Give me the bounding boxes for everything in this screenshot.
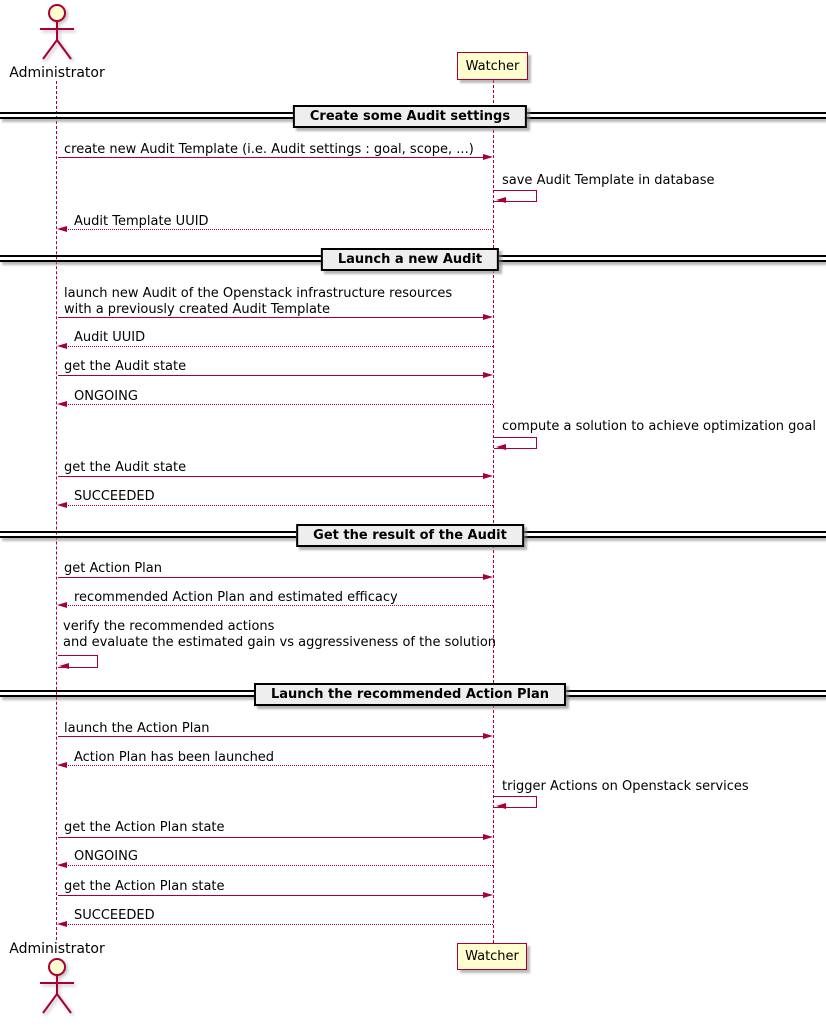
message-arrow <box>66 404 493 405</box>
message-arrow <box>58 837 485 838</box>
watcher-participant-top <box>457 52 528 80</box>
message-arrow <box>66 924 493 925</box>
watcher-participant-bottom <box>457 943 527 970</box>
arrowhead-icon <box>57 502 67 508</box>
message-arrow <box>58 476 485 477</box>
message-label: ONGOING <box>74 849 138 864</box>
message-arrow <box>66 865 493 866</box>
arrowhead-icon <box>496 444 506 450</box>
arrowhead-icon <box>496 197 506 203</box>
message-label: compute a solution to achieve optimization goal <box>502 419 816 434</box>
watcher-label-bottom: Watcher <box>465 949 519 964</box>
arrowhead-icon <box>57 226 67 232</box>
arrowhead-icon <box>483 154 493 160</box>
watcher-label-top: Watcher <box>465 58 520 74</box>
message-label: trigger Actions on Openstack services <box>502 779 749 794</box>
arrowhead-icon <box>59 663 69 669</box>
arrowhead-icon <box>496 803 506 809</box>
message-label: SUCCEEDED <box>74 489 155 504</box>
message-label: get the Action Plan state <box>64 879 225 894</box>
administrator-actor-top <box>32 3 82 69</box>
administrator-label-top: Administrator <box>9 65 105 81</box>
message-label: Action Plan has been launched <box>74 750 275 765</box>
message-arrow <box>58 157 485 158</box>
arrowhead-icon <box>57 862 67 868</box>
message-label: get the Action Plan state <box>64 820 225 835</box>
arrowhead-icon <box>57 921 67 927</box>
divider-launch-action-plan: Launch the recommended Action Plan <box>254 683 566 706</box>
divider-launch-new-audit: Launch a new Audit <box>321 248 499 271</box>
message-arrow <box>58 895 485 896</box>
message-label: create new Audit Template (i.e. Audit settings : goal, scope, ...) <box>64 142 474 157</box>
arrowhead-icon <box>57 762 67 768</box>
message-label: recommended Action Plan and estimated efficacy <box>74 590 398 605</box>
message-label: get Action Plan <box>64 561 162 576</box>
message-label: verify the recommended actions and evaluate the estimated gain vs aggressiveness of the solution <box>63 619 497 650</box>
administrator-lifeline <box>56 81 57 940</box>
administrator-label-bottom: Administrator <box>9 941 105 957</box>
message-label: SUCCEEDED <box>74 908 155 923</box>
message-arrow <box>58 736 485 737</box>
message-arrow <box>66 346 493 347</box>
arrowhead-icon <box>57 343 67 349</box>
arrowhead-icon <box>483 574 493 580</box>
message-arrow <box>66 605 493 606</box>
message-label: save Audit Template in database <box>502 173 715 188</box>
message-label: get the Audit state <box>64 460 187 475</box>
arrowhead-icon <box>57 401 67 407</box>
arrowhead-icon <box>483 372 493 378</box>
message-arrow <box>58 577 485 578</box>
divider-get-result: Get the result of the Audit <box>296 524 524 547</box>
message-label: launch new Audit of the Openstack infrastructure resources with a previously created Audit Template <box>64 286 453 317</box>
message-arrow <box>58 317 485 318</box>
divider-create-audit-settings: Create some Audit settings <box>293 105 527 128</box>
message-arrow <box>58 375 485 376</box>
message-arrow <box>66 505 493 506</box>
message-label: Audit Template UUID <box>74 214 209 229</box>
arrowhead-icon <box>57 602 67 608</box>
actor-icon <box>32 3 82 65</box>
message-arrow <box>66 765 493 766</box>
administrator-actor-bottom <box>32 957 82 1023</box>
arrowhead-icon <box>483 834 493 840</box>
actor-icon <box>32 957 82 1019</box>
message-label: launch the Action Plan <box>64 721 210 736</box>
arrowhead-icon <box>483 733 493 739</box>
arrowhead-icon <box>483 473 493 479</box>
message-arrow <box>66 229 493 230</box>
watcher-lifeline <box>493 80 494 943</box>
message-label: Audit UUID <box>74 330 146 345</box>
arrowhead-icon <box>483 892 493 898</box>
message-label: ONGOING <box>74 389 138 404</box>
arrowhead-icon <box>483 314 493 320</box>
message-label: get the Audit state <box>64 359 187 374</box>
